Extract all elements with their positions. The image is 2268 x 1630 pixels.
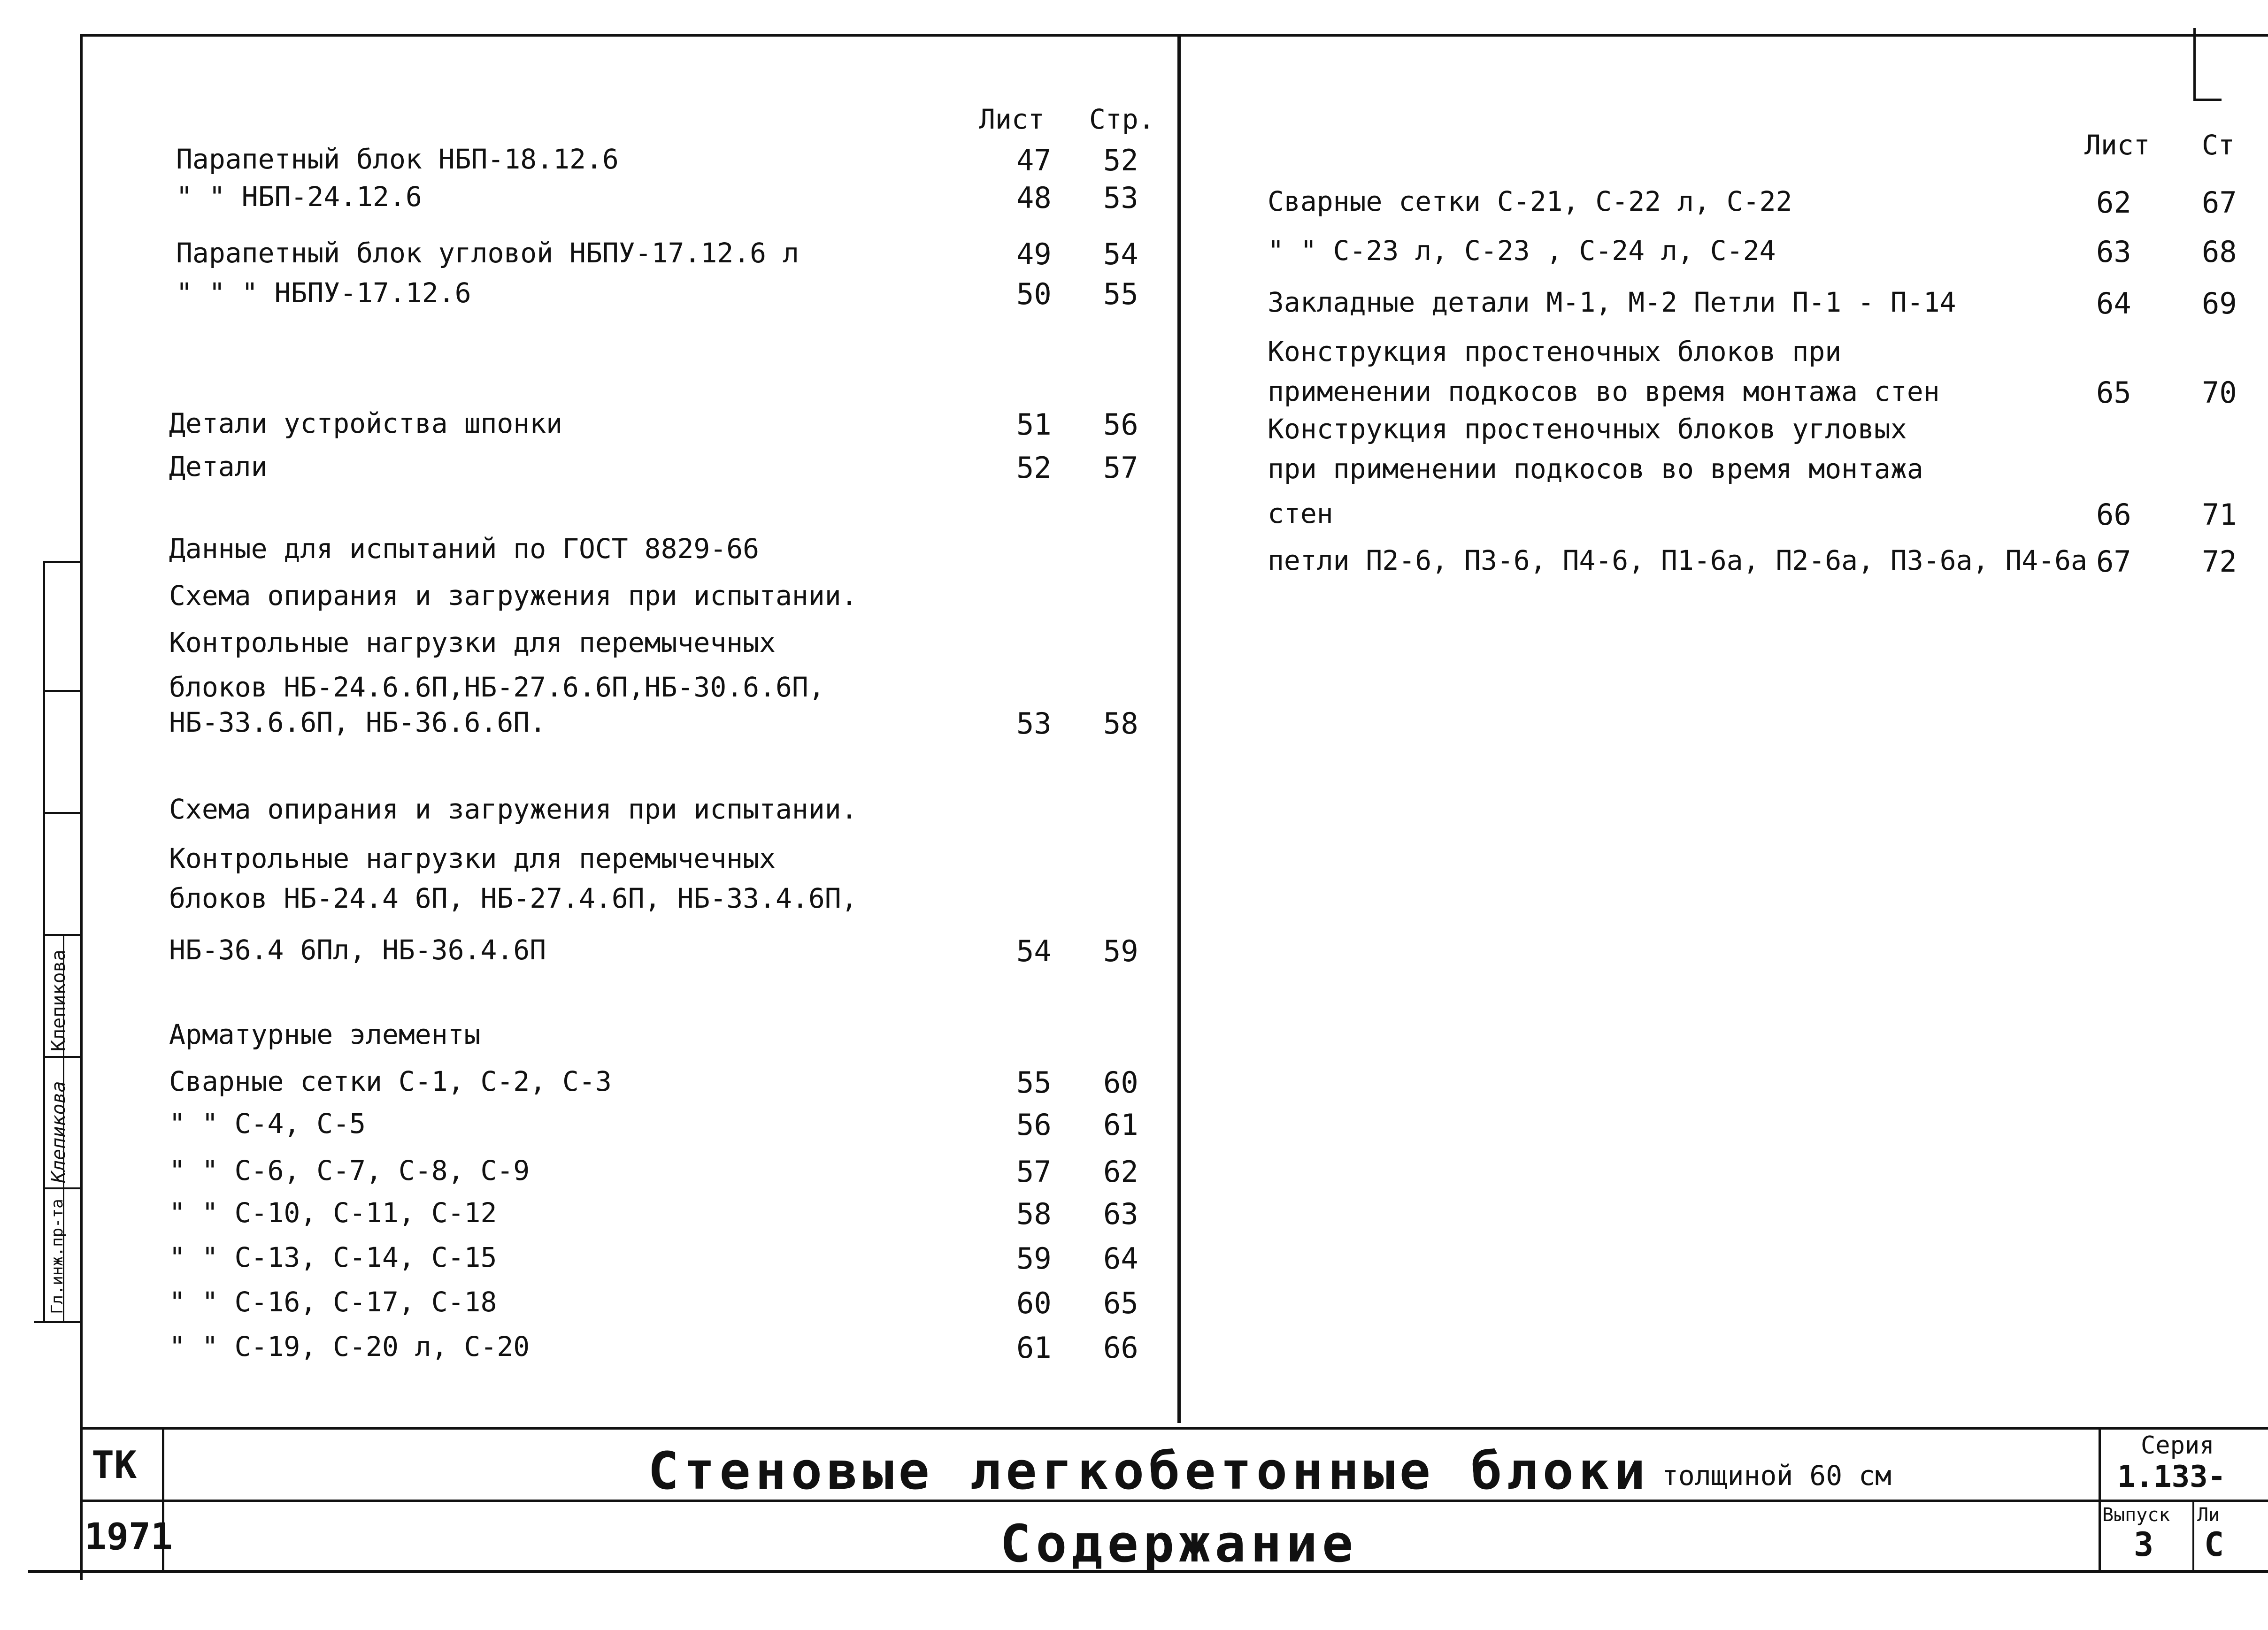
left-row-sheet: 58 — [1016, 1197, 1052, 1231]
left-row-text: блоков НБ-24.4 6П, НБ-27.4.6П, НБ-33.4.6П, — [169, 882, 858, 914]
left-row-sheet: 48 — [1016, 181, 1052, 215]
right-row-text: петли П2-6, П3-6, П4-6, П1-6а, П2-6а, П3-6а, П4-6а — [1268, 544, 2087, 576]
left-row-page: 56 — [1103, 407, 1138, 442]
left-header-page: Стр. — [1089, 103, 1155, 135]
side-stamp-name: Клепикова — [48, 949, 69, 1051]
left-row-sheet: 50 — [1016, 277, 1052, 311]
right-row-sheet: 67 — [2096, 544, 2131, 579]
left-row-text: Парапетный блок угловой НБПУ-17.12.6 л — [176, 237, 799, 269]
right-row-page: 70 — [2202, 375, 2237, 410]
column-divider — [1177, 34, 1181, 1423]
stamp-top-border — [80, 1427, 2268, 1430]
left-row-page: 66 — [1103, 1331, 1138, 1365]
left-row-sheet: 54 — [1016, 934, 1052, 968]
side-stamp-top — [43, 561, 83, 563]
stamp-title-sub: толщиной 60 см — [1662, 1460, 1891, 1492]
left-row-page: 64 — [1103, 1241, 1138, 1276]
corner-mark-vertical — [2193, 28, 2196, 101]
left-row-page: 62 — [1103, 1155, 1138, 1189]
left-row-page: 63 — [1103, 1197, 1138, 1231]
right-header-page: Ст — [2202, 129, 2235, 161]
stamp-sheet-value: С — [2204, 1525, 2224, 1564]
left-row-text: Детали устройства шпонки — [169, 407, 563, 439]
left-row-text: Схема опирания и загружения при испытании. — [169, 793, 858, 825]
side-stamp-row2 — [43, 812, 83, 814]
right-row-page: 72 — [2202, 544, 2237, 579]
right-row-page: 69 — [2202, 286, 2237, 321]
left-row-sheet: 56 — [1016, 1108, 1052, 1142]
left-row-page: 52 — [1103, 143, 1138, 177]
right-row-text: стен — [1268, 497, 1333, 529]
stamp-series-value: 1.133- — [2117, 1460, 2226, 1494]
right-row-sheet: 63 — [2096, 235, 2131, 269]
stamp-title-main: Стеновые легкобетонные блоки — [648, 1441, 1650, 1501]
left-row-text: " " " НБПУ-17.12.6 — [176, 277, 471, 309]
side-stamp-role: Гл.инж.пр-та — [48, 1199, 67, 1314]
right-row-sheet: 64 — [2096, 286, 2131, 321]
left-row-text: НБ-36.4 6Пл, НБ-36.4.6П — [169, 934, 546, 966]
right-row-text: " " С-23 л, С-23 , С-24 л, С-24 — [1268, 235, 1776, 267]
right-row-page: 67 — [2202, 185, 2237, 220]
left-row-text: Парапетный блок НБП-18.12.6 — [176, 143, 619, 175]
left-row-text: Арматурные элементы — [169, 1018, 481, 1050]
left-row-page: 60 — [1103, 1065, 1138, 1100]
stamp-issue-label: Выпуск — [2102, 1504, 2170, 1526]
left-row-page: 57 — [1103, 451, 1138, 485]
left-row-sheet: 57 — [1016, 1155, 1052, 1189]
stamp-issue-value: 3 — [2134, 1525, 2154, 1564]
stamp-series-divider — [2099, 1427, 2101, 1573]
stamp-year: 1971 — [85, 1516, 173, 1558]
side-stamp-row1 — [43, 690, 83, 692]
right-row-sheet: 65 — [2096, 375, 2131, 410]
frame-left-border — [80, 34, 83, 1580]
left-row-sheet: 53 — [1016, 706, 1052, 741]
right-row-text: Конструкция простеночных блоков угловых — [1268, 413, 1907, 445]
right-row-sheet: 62 — [2096, 185, 2131, 220]
left-row-text: " " С-13, С-14, С-15 — [169, 1241, 497, 1273]
left-row-sheet: 49 — [1016, 237, 1052, 271]
right-row-text: Сварные сетки С-21, С-22 л, С-22 — [1268, 185, 1792, 217]
stamp-subtitle: Содержание — [1000, 1514, 1358, 1574]
side-stamp-left — [43, 561, 45, 1321]
left-row-text: " " С-4, С-5 — [169, 1108, 366, 1140]
left-row-text: " " С-10, С-11, С-12 — [169, 1197, 497, 1229]
left-row-text: Схема опирания и загружения при испытании. — [169, 580, 858, 612]
right-row-sheet: 66 — [2096, 497, 2131, 532]
left-row-sheet: 47 — [1016, 143, 1052, 177]
left-row-text: " " С-6, С-7, С-8, С-9 — [169, 1155, 530, 1186]
left-row-sheet: 60 — [1016, 1286, 1052, 1320]
left-row-text: " " С-16, С-17, С-18 — [169, 1286, 497, 1318]
left-row-sheet: 51 — [1016, 407, 1052, 442]
stamp-series-label: Серия — [2141, 1431, 2214, 1460]
right-header-sheet: Лист — [2084, 129, 2150, 161]
left-header-sheet: Лист — [979, 103, 1045, 135]
left-row-text: НБ-33.6.6П, НБ-36.6.6П. — [169, 706, 546, 738]
left-row-text: Контрольные нагрузки для перемычечных — [169, 627, 776, 658]
left-row-page: 59 — [1103, 934, 1138, 968]
left-row-text: Контрольные нагрузки для перемычечных — [169, 842, 776, 874]
right-row-text: Закладные детали М-1, М-2 Петли П-1 - П-14 — [1268, 286, 1956, 318]
left-row-page: 54 — [1103, 237, 1138, 271]
side-stamp-bottom — [34, 1321, 83, 1323]
left-row-sheet: 61 — [1016, 1331, 1052, 1365]
left-row-page: 53 — [1103, 181, 1138, 215]
left-row-page: 58 — [1103, 706, 1138, 741]
left-row-text: Данные для испытаний по ГОСТ 8829-66 — [169, 533, 760, 565]
right-row-text: при применении подкосов во время монтажа — [1268, 453, 1923, 485]
stamp-code: ТК — [92, 1443, 137, 1487]
right-row-text: Конструкция простеночных блоков при — [1268, 336, 1842, 367]
left-row-text: Детали — [169, 451, 268, 482]
right-row-page: 68 — [2202, 235, 2237, 269]
stamp-sheet-label: Ли — [2197, 1504, 2220, 1526]
left-row-text: Сварные сетки С-1, С-2, С-3 — [169, 1065, 612, 1097]
left-row-text: " " С-19, С-20 л, С-20 — [169, 1331, 530, 1362]
left-row-page: 55 — [1103, 277, 1138, 311]
corner-mark-horizontal — [2193, 99, 2222, 101]
left-row-sheet: 59 — [1016, 1241, 1052, 1276]
right-row-page: 71 — [2202, 497, 2237, 532]
left-row-text: " " НБП-24.12.6 — [176, 181, 422, 213]
frame-top-border — [80, 34, 2268, 37]
right-row-text: применении подкосов во время монтажа стен — [1268, 375, 1940, 407]
stamp-sheet-divider — [2192, 1500, 2194, 1573]
left-row-sheet: 52 — [1016, 451, 1052, 485]
side-stamp-signature: Клепикова — [48, 1081, 69, 1183]
left-row-page: 61 — [1103, 1108, 1138, 1142]
left-row-text: блоков НБ-24.6.6П,НБ-27.6.6П,НБ-30.6.6П, — [169, 671, 825, 703]
left-row-sheet: 55 — [1016, 1065, 1052, 1100]
left-row-page: 65 — [1103, 1286, 1138, 1320]
